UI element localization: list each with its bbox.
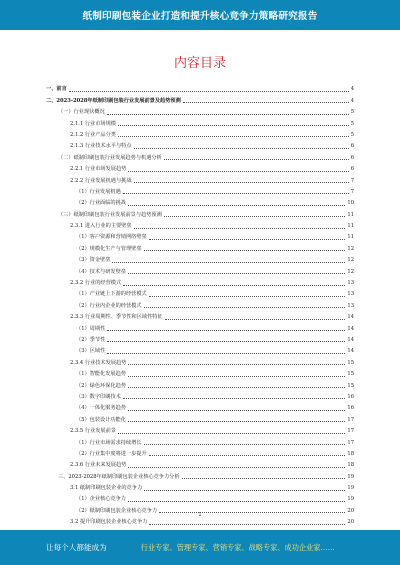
toc-entry-page: 15 (347, 382, 354, 389)
toc-entry[interactable] (46, 139, 354, 150)
table-of-contents (46, 82, 354, 538)
toc-entry-title: （1）客户资源和营销网络壁垒 (76, 234, 147, 241)
toc-entry[interactable] (46, 162, 354, 173)
toc-leader-dots (183, 102, 349, 103)
toc-entry-page: 15 (347, 371, 354, 378)
toc-leader-dots (182, 478, 346, 479)
toc-entry-title: （1）产业链上下游的经营模式 (76, 291, 147, 298)
toc-entry-page: 14 (347, 348, 354, 355)
toc-leader-dots (149, 239, 346, 240)
toc-entry[interactable] (46, 298, 354, 309)
toc-entry-page: 13 (347, 302, 354, 309)
toc-entry-title: （2）行业内企业的经营模式 (76, 302, 142, 309)
toc-entry-page: 17 (347, 416, 354, 423)
toc-entry-title: 三、2023-2028年纸制印刷包装企业核心竞争力分析 (58, 473, 180, 480)
toc-entry-page: 12 (347, 257, 354, 264)
toc-entry-title: （2）行业面临的挑战 (76, 200, 126, 207)
toc-entry-title: 2.2.1 行业市场发展趋势 (70, 166, 127, 173)
toc-entry[interactable] (46, 447, 354, 458)
toc-entry-title: 2.3.5 行业发展前景 (70, 428, 116, 435)
toc-entry-page: 17 (347, 439, 354, 446)
toc-leader-dots (144, 250, 346, 251)
toc-entry[interactable] (46, 128, 354, 139)
toc-entry-page: 12 (347, 245, 354, 252)
toc-entry-title: 2.3.1 进入行业的主要壁垒 (70, 223, 132, 230)
toc-entry[interactable] (46, 435, 354, 446)
toc-leader-dots (144, 307, 346, 308)
header-band (0, 0, 400, 30)
toc-leader-dots (107, 353, 345, 354)
toc-entry-title: （2）规模化生产与管理壁垒 (76, 245, 142, 252)
toc-entry[interactable] (46, 481, 354, 492)
toc-leader-dots (128, 501, 345, 502)
toc-entry-title: （4）一体化服务趋势 (76, 405, 126, 412)
toc-leader-dots (128, 376, 345, 377)
toc-entry-page: 6 (350, 143, 354, 150)
toc-leader-dots (107, 341, 345, 342)
toc-entry-title: （二）纸制印刷包装行业发展趋势与机遇分析 (58, 154, 162, 161)
toc-entry-title: （3）区域性 (76, 348, 106, 355)
toc-entry-page: 16 (347, 405, 354, 412)
toc-leader-dots (134, 182, 349, 183)
toc-entry-page: 10 (347, 200, 354, 207)
report-title: 纸制印刷包装企业打造和提升核心竞争力策略研究报告 (82, 11, 318, 22)
toc-entry-page: 5 (350, 120, 354, 127)
toc-entry-page: 15 (347, 359, 354, 366)
toc-entry-title: （2）绿色环保化趋势 (76, 382, 126, 389)
toc-entry[interactable] (46, 469, 354, 480)
toc-entry-page: 6 (350, 154, 354, 161)
toc-entry-page: 4 (350, 97, 354, 104)
footer-slogan: 让每个人都能成为 (46, 543, 107, 552)
toc-leader-dots (118, 433, 345, 434)
toc-entry-title: （3）资金壁垒 (76, 257, 111, 264)
toc-entry-title: （1）周期性 (76, 325, 106, 332)
toc-entry[interactable] (46, 367, 354, 378)
toc-leader-dots (164, 216, 346, 217)
toc-entry-page: 20 (347, 519, 354, 526)
toc-leader-dots (123, 285, 345, 286)
toc-entry-title: 2.1.3 行业技术水平与特点 (70, 143, 132, 150)
toc-entry-page: 17 (347, 428, 354, 435)
toc-leader-dots (128, 410, 345, 411)
toc-entry[interactable] (46, 219, 354, 230)
toc-entry[interactable] (46, 390, 354, 401)
toc-entry-page: 14 (347, 314, 354, 321)
toc-leader-dots (128, 421, 345, 422)
toc-leader-dots (149, 455, 346, 456)
toc-leader-dots (69, 91, 349, 92)
toc-leader-dots (134, 228, 346, 229)
toc-leader-dots (128, 205, 345, 206)
toc-entry-title: 2.3.6 行业未来发展趋势 (70, 462, 127, 469)
toc-entry[interactable] (46, 321, 354, 332)
toc-entry-title: 一、前言 (46, 86, 67, 93)
toc-entry[interactable] (46, 116, 354, 127)
toc-entry[interactable] (46, 412, 354, 423)
toc-entry-title: 2.3.2 行业的经营模式 (70, 280, 122, 287)
toc-entry[interactable] (46, 196, 354, 207)
toc-leader-dots (118, 136, 349, 137)
toc-leader-dots (123, 193, 349, 194)
footer-roles: 行业专家、管理专家、营销专家、战略专家、成功企业家…… (140, 542, 335, 552)
toc-entry-title: （3）数字印刷技术 (76, 393, 121, 400)
toc-entry-title: （三）纸制印刷包装行业发展前景与趋势预测 (58, 211, 162, 218)
toc-leader-dots (144, 490, 345, 491)
toc-entry-title: （1）行业市场需求持续增长 (76, 439, 142, 446)
toc-entry[interactable] (46, 241, 354, 252)
toc-title: 内容目录 (173, 56, 226, 71)
toc-leader-dots (128, 171, 348, 172)
toc-entry-title: （2）行业集中度将进一步提升 (76, 450, 147, 457)
toc-entry-page: 11 (347, 223, 354, 230)
toc-entry[interactable] (46, 150, 354, 161)
toc-entry-title: （5）包装设计功能化 (76, 416, 126, 423)
toc-entry-page: 7 (350, 188, 354, 195)
toc-entry-page: 16 (347, 393, 354, 400)
toc-entry[interactable] (46, 105, 354, 116)
toc-leader-dots (144, 444, 346, 445)
toc-entry[interactable] (46, 492, 354, 503)
toc-leader-dots (118, 125, 349, 126)
toc-entry-title: 3.1 纸制印刷包装企业的竞争力 (70, 485, 143, 492)
toc-entry-title: （2）季节性 (76, 336, 106, 343)
toc-entry-page: 5 (350, 109, 354, 116)
toc-leader-dots (128, 364, 345, 365)
toc-entry[interactable] (46, 458, 354, 469)
toc-entry-page: 11 (347, 234, 354, 241)
toc-entry-page: 19 (347, 473, 354, 480)
toc-leader-dots (165, 319, 346, 320)
toc-entry-page: 14 (347, 336, 354, 343)
toc-leader-dots (134, 148, 349, 149)
toc-entry[interactable] (46, 333, 354, 344)
toc-entry[interactable] (46, 253, 354, 264)
toc-entry-page: 11 (347, 211, 354, 218)
toc-entry-title: 2.1.2 行业产品分类 (70, 131, 116, 138)
toc-entry-page: 5 (350, 131, 354, 138)
toc-entry[interactable] (46, 173, 354, 184)
toc-entry-page: 14 (347, 325, 354, 332)
toc-entry-title: 2.2.2 行业发展机遇与挑战 (70, 177, 132, 184)
toc-entry-page: 13 (347, 291, 354, 298)
toc-leader-dots (123, 398, 346, 399)
toc-entry-title: （2）纸制印刷包装企业核心竞争力 (76, 507, 158, 514)
toc-leader-dots (149, 524, 345, 525)
toc-entry-page: 4 (350, 86, 354, 93)
toc-entry-title: （1）智能化发展趋势 (76, 371, 126, 378)
toc-entry-page: 7 (350, 177, 354, 184)
toc-entry-title: 2.1.1 行业市场规模 (70, 120, 116, 127)
toc-entry[interactable] (46, 207, 354, 218)
toc-entry-title: 3.2 提升印刷包装企业核心竞争力 (70, 519, 148, 526)
toc-entry-page: 18 (347, 462, 354, 469)
toc-leader-dots (107, 330, 345, 331)
toc-entry[interactable] (46, 378, 354, 389)
toc-leader-dots (107, 114, 349, 115)
toc-leader-dots (128, 467, 345, 468)
toc-entry-title: 2.3.3 行业周期性、季节性和区域性特征 (70, 314, 163, 321)
toc-entry[interactable] (46, 276, 354, 287)
toc-entry-title: （一）行业现状概况 (58, 109, 105, 116)
toc-entry-title: （4）技术与研发壁垒 (76, 268, 126, 275)
toc-entry[interactable] (46, 82, 354, 93)
toc-entry-title: （1）企业核心竞争力 (76, 496, 126, 503)
toc-entry-page: 13 (347, 280, 354, 287)
toc-leader-dots (128, 273, 345, 274)
toc-leader-dots (164, 159, 349, 160)
toc-entry-page: 6 (350, 166, 354, 173)
toc-entry-title: 二、2023-2028年纸制印刷包装行业发展前景及趋势预测 (46, 97, 181, 104)
toc-entry[interactable] (46, 230, 354, 241)
toc-leader-dots (149, 296, 346, 297)
toc-entry-page: 19 (347, 496, 354, 503)
toc-entry[interactable] (46, 264, 354, 275)
page-number: 1 (198, 512, 202, 518)
toc-entry[interactable] (46, 424, 354, 435)
toc-entry-page: 19 (347, 485, 354, 492)
toc-entry[interactable] (46, 185, 354, 196)
toc-entry[interactable] (46, 93, 354, 104)
toc-entry[interactable] (46, 344, 354, 355)
toc-leader-dots (112, 262, 345, 263)
toc-entry[interactable] (46, 310, 354, 321)
toc-entry-page: 12 (347, 268, 354, 275)
toc-entry[interactable] (46, 287, 354, 298)
toc-entry-page: 20 (347, 507, 354, 514)
footer-band (0, 530, 400, 565)
toc-entry[interactable] (46, 355, 354, 366)
toc-leader-dots (128, 387, 345, 388)
toc-entry[interactable] (46, 401, 354, 412)
toc-entry-title: （1）行业发展机遇 (76, 188, 121, 195)
toc-entry-title: 2.3.4 行业技术发展趋势 (70, 359, 127, 366)
toc-entry-page: 18 (347, 450, 354, 457)
